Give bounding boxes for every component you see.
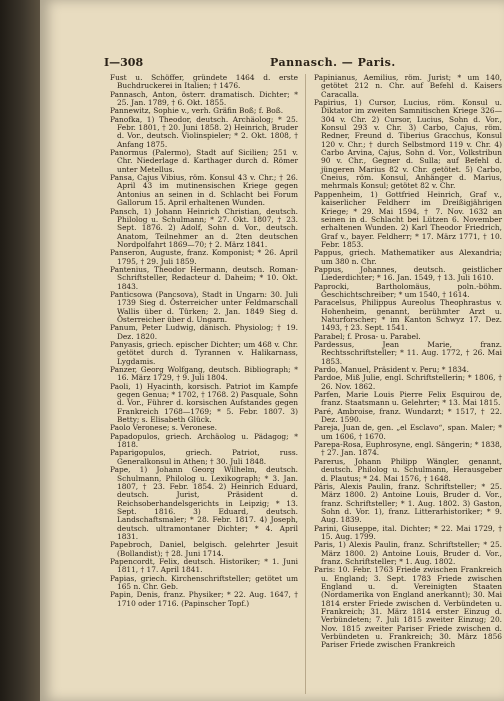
- dictionary-entry: Panofka, 1) Theodor, deutsch. Archäolog; * 25. Febr. 1801, † 20. Juni 1858. 2) Heinrich, Bruder d. Vor., deutsch. Violinspieler; * 2. Okt. 1808, † Anfang 1875.: [110, 114, 298, 149]
- left-column: [110, 74, 298, 608]
- dictionary-entry: Pappenheim, 1) Gottfried Heinrich, Graf v., kaiserlicher Feldherr im Dreißigjährigen Kriege; * 29. Mai 1594, † 7. Nov. 1632 an seinen in d. Schlacht bei Lützen 6. November erhaltenen Wunden. 2) Karl Theodor Friedrich, Graf v., bayer. Feldherr; * 17. März 1771, † 10. Febr. 1853.: [314, 189, 502, 249]
- dictionary-entry: Pappus, Johannes, deutsch. geistlicher Liederdichter; * 16. Jan. 1549, † 13. Juli 1610.: [314, 264, 502, 283]
- dictionary-entry: Paolo Veronese; s. Veronese.: [110, 423, 217, 433]
- dictionary-entry: Pareja, Juan de, gen. „el Esclavo“, span. Maler; * um 1606, † 1670.: [314, 423, 502, 441]
- dictionary-entry: Papadopulos, griech. Archäolog u. Pädagog; * 1818.: [110, 431, 298, 450]
- dictionary-entry: Parabel; f. Prosa- u. Parabel.: [314, 331, 421, 341]
- dictionary-entry: Paracelsus, Philippus Aureolus Theophrastus v. Hohenheim, genannt, berühmter Arzt u. Naturforscher; * im Kanton Schwyz 17. Dez. 1493, † 23. Sept. 1541.: [314, 298, 502, 333]
- dictionary-entry: Paris: 10. Febr. 1763 Friede zwischen Frankreich u. England; 3. Sept. 1783 Friede zwischen England u. d. Vereinigten Staaten (Nordamerika von England anerkannt); 30. Mai 1814 erster Friede zwischen d. Verbündeten u. Frankreich; 31. März 1814 erster Einzug d. Verbündeten; 7. Juli 1815 zweiter Einzug; 20. Nov. 1815 zweiter Pariser Friede zwischen d. Verbündeten u. Frankreich; 30. März 1856 Pariser Friede zwischen Frankreich: [314, 565, 502, 650]
- dictionary-entry: Panseron, Auguste, franz. Komponist; * 26. April 1795, † 29. Juli 1859.: [110, 248, 298, 266]
- dictionary-entry: Pardo, Manuel, Präsident v. Peru; * 1834.: [314, 365, 469, 375]
- dictionary-entry: Pardessus, Jean Marie, franz. Rechtsschriftsteller; * 11. Aug. 1772, † 26. Mai 1853.: [314, 340, 502, 366]
- dictionary-entry: Paoli, 1) Hyacinth, korsisch. Patriot im Kampfe gegen Genua; * 1702, † 1768. 2) Pasquale, Sohn d. Vor., Führer d. korsischen Aufstandes gegen Frankreich 1768—1769; * 5. Febr. 1807. 3) Betty; s. Elisabeth Glück.: [110, 381, 298, 425]
- dictionary-entry: Parfen, Marie Louis Pierre Felix Esquirou de, franz. Staatsmann u. Gelehrter; * 13. Mai 1815.: [314, 390, 502, 408]
- dictionary-entry: Panormus (Palermo), Stadt auf Sicilien; 251 v. Chr. Niederlage d. Karthager durch d. Römer unter Metellus.: [110, 148, 298, 174]
- dictionary-entry: Pannewitz, Sophie v., verh. Gräfin Boß; f. Boß.: [110, 106, 284, 116]
- dictionary-entry: Papencordt, Felix, deutsch. Historiker; * 1. Juni 1811, † 17. April 1841.: [110, 556, 298, 575]
- dictionary-entry: Papias, griech. Kirchenschriftsteller; getötet um 165 n. Chr. Geb.: [110, 573, 298, 591]
- dictionary-entry: Pape, 1) Johann Georg Wilhelm, deutsch. Schulmann, Philolog u. Lexikograph; * 3. Jan. 1807, † 23. Febr. 1854. 2) Heinrich Eduard, deutsch. Jurist, Präsident d. Reichsoberhandelsgerichts in Leipzig; * 13. Sept. 1816. 3) Eduard, deutsch. Landschaftsmaler; * 28. Febr. 1817. 4) Joseph, deutsch. ultramontaner Dichter; * 4. April 1831.: [110, 465, 298, 541]
- dictionary-entry: Pardoe, Miß Julie, engl. Schriftstellerin; * 1806, † 26. Nov. 1862.: [314, 373, 502, 391]
- dictionary-entry: Panticsowa (Pancsova), Stadt in Ungarn: 30. Juli 1739 Sieg d. Österreicher unter Feldmarschall Wallis über d. Türken; 2. Jan. 1849 Sieg d. Österreicher über d. Ungarn.: [110, 289, 298, 324]
- dictionary-entry: Fust u. Schöffer, gründete 1464 d. erste Buchdruckerei in Italien; † 1476.: [110, 73, 298, 91]
- dictionary-entry: Papinianus, Aemilius, röm. Jurist; * um 140, getötet 212 n. Chr. auf Befehl d. Kaisers Caracalla.: [314, 73, 502, 99]
- dictionary-entry: Panzer, Georg Wolfgang, deutsch. Bibliograph; * 16. März 1729, † 9. Juli 1804.: [110, 365, 298, 383]
- dictionary-entry: Panyasis, griech. epischer Dichter; um 468 v. Chr. getötet durch d. Tyrannen v. Halikarnass, Lygdamis.: [110, 340, 298, 366]
- dictionary-entry: Pannasch, Anton, österr. dramatisch. Dichter; * 25. Jan. 1789, † 6. Okt. 1855.: [110, 89, 298, 108]
- dictionary-entry: Papebroch, Daniel, belgisch. gelehrter Jesuit (Bollandist); † 28. Juni 1714.: [110, 540, 298, 558]
- right-column: [314, 74, 502, 650]
- dictionary-entry: Papirius, 1) Cursor, Lucius, röm. Konsul u. Diktator im zweiten Samnitischen Kriege 326—304 v. Chr. 2) Cursor, Lucius, Sohn d. Vor., Konsul 293 v. Chr. 3) Carbo, Cajus, röm. Redner, Freund d. Tiberius Gracchus, Konsul 120 v. Chr.; † durch Selbstmord 119 v. Chr. 4) Carbo Arvina, Cajus, Sohn d. Vor., Volkstribun 90 v. Chr., Gegner d. Sulla; auf Befehl d. jüngeren Marius 82 v. Chr. getötet. 5) Carbo, Cneius, röm. Konsul, Anhänger d. Marius, mehrmals Konsul; getötet 82 v. Chr.: [314, 98, 502, 191]
- dictionary-entry: Panum, Peter Ludwig, dänisch. Physiolog; † 19. Dez. 1820.: [110, 323, 298, 341]
- dictionary-entry: Parerus, Johann Philipp Wängler, genannt, deutsch. Philolog u. Schulmann, Herausgeber d. Plautus; * 24. Mai 1576, † 1648.: [314, 456, 502, 483]
- dictionary-entry: Paprocki, Bartholomäus, poln.-böhm. Geschichtschreiber; * um 1540, † 1614.: [314, 281, 502, 299]
- dictionary-entry: Pansch, 1) Johann Heinrich Christian, deutsch. Philolog u. Schulmann; * 27. Okt. 1807, † 23. Sept. 1876. 2) Adolf, Sohn d. Vor., deutsch. Anatom, Teilnehmer an d. 2ten deutschen Nordpolfahrt 1869—70; † 2. März 1841.: [110, 206, 298, 249]
- dictionary-entry: Paré, Ambroise, franz. Wundarzt; * 1517, † 22. Dez. 1590.: [314, 406, 502, 425]
- page-number: I—308: [104, 56, 144, 69]
- dictionary-entry: Parepa-Rosa, Euphrosyne, engl. Sängerin; * 1838, † 27. Jan. 1874.: [314, 440, 502, 458]
- dictionary-entry: Papin, Denis, franz. Physiker; * 22. Aug. 1647, † 1710 oder 1716. (Papinscher Topf.): [110, 590, 298, 608]
- page-header: [104, 56, 488, 74]
- dictionary-entry: Pansa, Cajus Vibius, röm. Konsul 43 v. Chr.; † 26. April 43 im mutinensischen Kriege gegen Antonius an seinen in d. Schlacht bei Forum Gallorum 15. April erhaltenen Wunden.: [110, 173, 298, 208]
- dictionary-entry: Pappus, griech. Mathematiker aus Alexandria; um 380 n. Chr.: [314, 248, 502, 266]
- column-divider: [305, 74, 306, 694]
- dictionary-entry: Parini, Giuseppe, ital. Dichter; * 22. Mai 1729, † 15. Aug. 1799.: [314, 523, 502, 541]
- dictionary-entry: Paris, 1) Alexis Paulin, franz. Schriftsteller; * 25. März 1800. 2) Antoine Louis, Bruder d. Vor., franz. Schriftsteller; * 1. Aug. 1802.: [314, 540, 502, 566]
- dictionary-entry: Paparigopulos, griech. Patriot, russ. Generalkonsul in Athen; † 30. Juli 1848.: [110, 448, 298, 466]
- dictionary-entry: Pantenius, Theodor Hermann, deutsch. Roman-Schriftsteller, Redacteur d. Daheim; * 10. Okt. 1843.: [110, 264, 298, 291]
- book-binding-edge: [0, 0, 40, 701]
- running-head: Pannasch. — Paris.: [270, 56, 396, 69]
- dictionary-entry: Pâris, Alexis Paulin, franz. Schriftsteller; * 25. März 1800. 2) Antoine Louis, Bruder d. Vor., franz. Schriftsteller; * 1. Aug. 1802. 3) Gaston, Sohn d. Vor. 1), franz. Litterarhistoriker; * 9. Aug. 1839.: [314, 481, 502, 525]
